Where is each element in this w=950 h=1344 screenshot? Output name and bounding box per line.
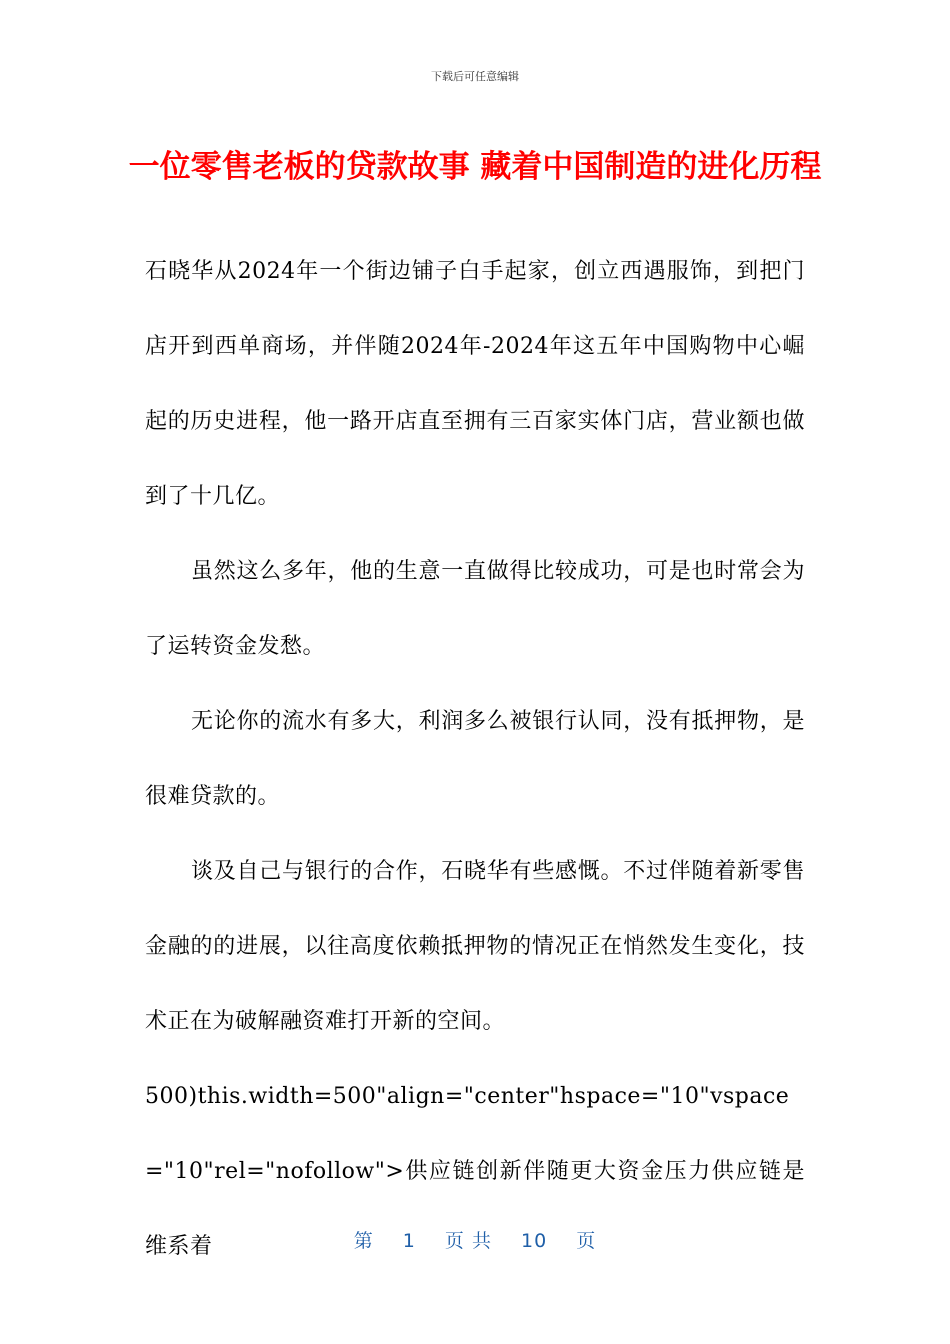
paragraph-3: 无论你的流水有多大，利润多么被银行认同，没有抵押物，是很难贷款的。 [145,709,805,809]
paragraph-1: 石晓华从2024年一个街边铺子白手起家，创立西遇服饰，到把门店开到西单商场，并伴随2024年-2024年这五年中国购物中心崛起的历史进程，他一路开店直至拥有三百家实体门店，营业额也做到了十几亿。 [145,259,805,509]
paragraph-2: 虽然这么多年，他的生意一直做得比较成功，可是也时常会为了运转资金发愁。 [145,559,805,659]
footer-suffix: 页 [576,1230,597,1252]
paragraph-5: 500)this.width=500"align="center"hspace="10"vspace="10"rel="nofollow">供应链创新伴随更大资金压力供应链是维系着 [145,1084,805,1259]
paragraph-4: 谈及自己与银行的合作，石晓华有些感慨。不过伴随着新零售金融的的进展，以往高度依赖抵押物的情况正在悄然发生变化，技术正在为破解融资难打开新的空间。 [145,859,805,1034]
document-title: 一位零售老板的贷款故事 藏着中国制造的进化历程 [128,149,822,185]
header-note: 下载后可任意编辑 [431,70,519,83]
document-body [145,234,805,1284]
page-footer [0,1226,950,1253]
footer-prefix: 第 [353,1230,374,1252]
current-page-number: 1 [402,1230,416,1252]
footer-middle: 页 共 [444,1230,492,1252]
total-page-count: 10 [521,1230,548,1252]
